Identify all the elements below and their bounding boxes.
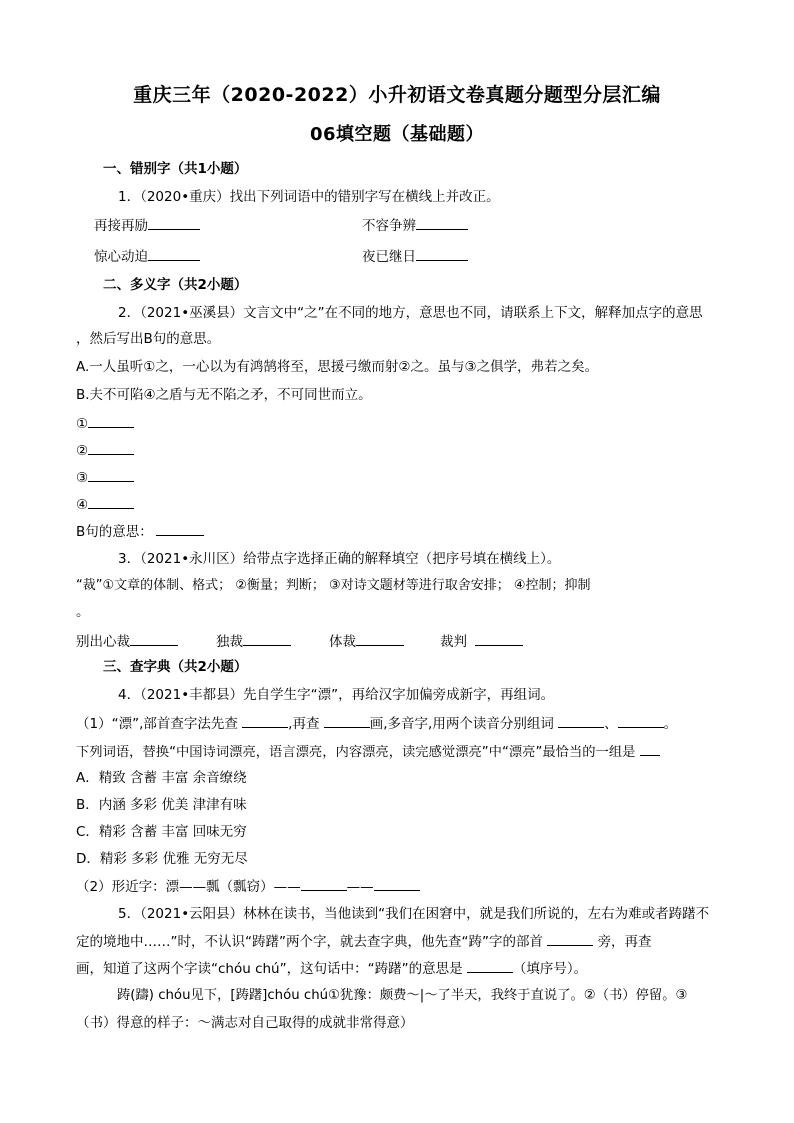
q2-b-meaning-blank[interactable] xyxy=(156,521,204,536)
q4-option-b: B．内涵 多彩 优美 津津有味 xyxy=(76,797,247,813)
q2-b-meaning-label: B句的意思： xyxy=(76,524,153,540)
section-heading-2: 二、多义字（共2小题） xyxy=(103,277,248,293)
q5-text-d: （填序号）。 xyxy=(512,961,588,977)
q1-word-2-text: 不容争辨 xyxy=(362,218,416,234)
cai-definitions-end: 。 xyxy=(76,604,90,620)
q4-blank-word-2[interactable] xyxy=(618,713,664,728)
q5-text-a: 定的境地中……”时，不认识“踌躇”两个字，就去查字典，他先查“踌”字的部首 xyxy=(76,934,543,950)
q1-word-4 xyxy=(362,246,468,267)
q5-text-c: 画，知道了这两个字读“chóu chú”，这句话中：“踌躇”的意思是 xyxy=(76,961,463,977)
q5-text-b: 旁，再查 xyxy=(597,934,652,950)
q2-item-4 xyxy=(76,494,134,515)
passage-b: B.夫不可陷④之盾与无不陷之矛，不可同世而立。 xyxy=(76,387,372,403)
q4-similar-char-blank-1[interactable] xyxy=(301,876,347,891)
q3-word-2 xyxy=(216,631,291,652)
q4-part-1 xyxy=(76,713,677,734)
q5-meaning-blank[interactable] xyxy=(467,958,513,973)
question-3: 3．（2021•永川区）给带点字选择正确的解释填空（把序号填在横线上）。 xyxy=(118,551,561,567)
q4-part-3-text-a: （2）形近字：漂——瓢（瓢窃）—— xyxy=(76,879,301,895)
q3-word-4 xyxy=(440,631,523,652)
q3-answer-blank-1[interactable] xyxy=(130,631,178,646)
q1-word-1-text: 再接再励 xyxy=(94,218,148,234)
q4-part-1-text-d: 、 xyxy=(604,716,618,732)
q4-blank-radical[interactable] xyxy=(242,713,288,728)
document-title: 重庆三年（2020-2022）小升初语文卷真题分题型分层汇编 xyxy=(133,84,661,106)
q3-answer-blank-4[interactable] xyxy=(475,631,523,646)
section-heading-1: 一、错别字（共1小题） xyxy=(103,161,248,177)
q1-answer-blank-4[interactable] xyxy=(416,246,468,261)
q3-word-3-text: 体裁 xyxy=(329,634,356,650)
q4-part-3-text-b: —— xyxy=(346,879,374,895)
q1-word-4-text: 夜已继日 xyxy=(362,249,416,265)
q2-answer-blank-3[interactable] xyxy=(88,467,134,482)
q2-item-3-marker: ③ xyxy=(76,470,89,486)
q4-part-1-text-b: ,再查 xyxy=(288,716,320,732)
q4-option-d: D．精彩 多彩 优雅 无穷无尽 xyxy=(76,851,248,867)
q3-word-1 xyxy=(76,631,178,652)
passage-a: A.一人虽听①之，一心以为有鸿鹄将至，思援弓缴而射②之。虽与③之俱学，弗若之矣。 xyxy=(76,359,599,375)
q3-word-2-text: 独裁 xyxy=(216,634,243,650)
q4-similar-char-blank-2[interactable] xyxy=(374,876,420,891)
q4-part-1-text-e: 。 xyxy=(663,716,678,732)
q2-item-2-marker: ② xyxy=(76,443,89,459)
q4-blank-word-1[interactable] xyxy=(558,713,604,728)
dictionary-entry-line-2: （书）得意的样子：～满志对自己取得的成就非常得意） xyxy=(76,1015,414,1031)
q4-part-2-blank[interactable] xyxy=(640,741,660,756)
q1-answer-blank-1[interactable] xyxy=(148,215,200,230)
q4-option-a: A．精致 含蓄 丰富 余音缭绕 xyxy=(76,770,247,786)
q2-item-4-marker: ④ xyxy=(76,497,89,513)
q3-word-4-text: 裁判 xyxy=(440,634,467,650)
q5-radical-blank[interactable] xyxy=(547,931,593,946)
dictionary-entry-line-1: 踌(躊) chóu见下，[踌躇]chóu chú①犹豫：颇费～|～了半天，我终于直说了。②（书）停留。③ xyxy=(117,988,688,1003)
question-2-line-1: 2．（2021•巫溪县）文言文中“之”在不同的地方，意思也不同，请联系上下文，解释加点字的意思 xyxy=(118,305,703,321)
section-heading-3: 三、查字典（共2小题） xyxy=(103,659,248,675)
q1-word-3 xyxy=(94,246,200,267)
q3-word-3 xyxy=(329,631,404,652)
question-4: 4．（2021•丰都县）先自学生字“漂”，再给汉字加偏旁成新字，再组词。 xyxy=(118,687,555,703)
q2-answer-blank-2[interactable] xyxy=(88,440,134,455)
document-subtitle: 06填空题（基础题） xyxy=(309,124,485,145)
q4-part-1-text-a: （1）“漂”,部首查字法先查 xyxy=(76,716,238,732)
question-5-line-1: 5．（2021•云阳县）林林在读书，当他读到“我们在困窘中，就是我们所说的，左右为难或者踌躇不 xyxy=(118,906,710,922)
q2-b-meaning xyxy=(76,521,204,542)
q2-item-3 xyxy=(76,467,134,488)
q4-blank-strokes[interactable] xyxy=(324,713,370,728)
q4-part-1-text-c: 画,多音字,用两个读音分别组词 xyxy=(369,716,554,732)
question-2-line-2: ，然后写出B句的意思。 xyxy=(76,331,221,347)
question-5-line-2 xyxy=(76,931,652,952)
cai-definitions: “裁”①文章的体制、格式； ②衡量；判断； ③对诗文题材等进行取舍安排； ④控制；抑制 xyxy=(76,578,591,593)
q2-item-1 xyxy=(76,413,134,434)
q2-item-1-marker: ① xyxy=(76,416,89,432)
q4-part-2-text: 下列词语，替换“中国诗词漂亮，语言漂亮，内容漂亮，读完感觉漂亮”中“漂亮”最恰当的一组是 xyxy=(76,745,636,760)
q2-item-2 xyxy=(76,440,134,461)
question-1: 1．（2020•重庆）找出下列词语中的错别字写在横线上并改正。 xyxy=(118,189,500,205)
q2-answer-blank-4[interactable] xyxy=(88,494,134,509)
q1-word-1 xyxy=(94,215,200,236)
q3-answer-blank-3[interactable] xyxy=(356,631,404,646)
q1-word-2 xyxy=(362,215,468,236)
q1-answer-blank-2[interactable] xyxy=(416,215,468,230)
q3-answer-blank-2[interactable] xyxy=(243,631,291,646)
q3-word-1-text: 别出心裁 xyxy=(76,634,130,650)
question-5-line-3 xyxy=(76,958,587,979)
q1-word-3-text: 惊心动迫 xyxy=(94,249,148,265)
q1-answer-blank-3[interactable] xyxy=(148,246,200,261)
q4-option-c: C．精彩 含蓄 丰富 回味无穷 xyxy=(76,824,247,840)
q4-part-3 xyxy=(76,876,420,897)
q2-answer-blank-1[interactable] xyxy=(88,413,134,428)
q4-part-2 xyxy=(76,741,660,763)
